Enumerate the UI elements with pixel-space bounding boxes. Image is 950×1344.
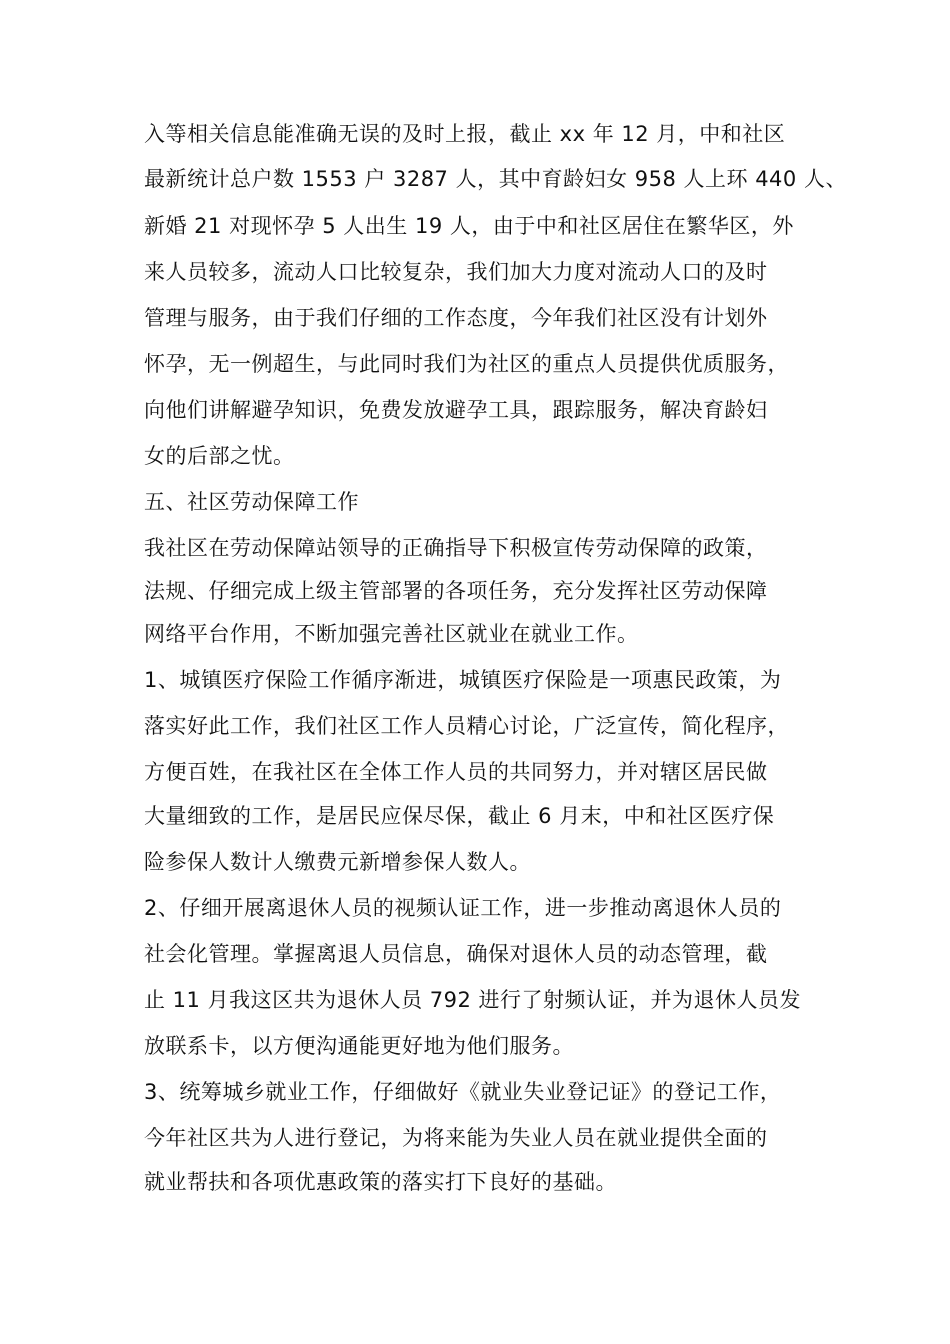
text-line: 怀孕，无一例超生，与此同时我们为社区的重点人员提供优质服务， — [144, 352, 789, 376]
text-line: 放联系卡，以方便沟通能更好地为他们服务。 — [144, 1034, 574, 1058]
text-line: 来人员较多，流动人口比较复杂，我们加大力度对流动人口的及时 — [144, 260, 768, 284]
text-line: 最新统计总户数 1553 户 3287 人，其中育龄妇女 958 人上环 440 人、 — [144, 167, 847, 191]
text-line: 法规、仔细完成上级主管部署的各项任务，充分发挥社区劳动保障 — [144, 579, 768, 603]
text-line: 我社区在劳动保障站领导的正确指导下积极宣传劳动保障的政策， — [144, 536, 768, 560]
text-line: 网络平台作用，不断加强完善社区就业在就业工作。 — [144, 622, 639, 646]
text-line: 今年社区共为人进行登记，为将来能为失业人员在就业提供全面的 — [144, 1126, 768, 1150]
text-line: 就业帮扶和各项优惠政策的落实打下良好的基础。 — [144, 1170, 617, 1194]
text-line: 2、仔细开展离退休人员的视频认证工作，进一步推动离退休人员的 — [144, 896, 782, 920]
text-line: 落实好此工作，我们社区工作人员精心讨论，广泛宣传，简化程序， — [144, 714, 789, 738]
text-line: 3、统筹城乡就业工作，仔细做好《就业失业登记证》的登记工作， — [144, 1080, 782, 1104]
text-line: 向他们讲解避孕知识，免费发放避孕工具，跟踪服务，解决育龄妇 — [144, 398, 768, 422]
text-line: 大量细致的工作，是居民应保尽保，截止 6 月末，中和社区医疗保 — [144, 804, 775, 828]
text-line: 社会化管理。掌握离退人员信息，确保对退休人员的动态管理，截 — [144, 942, 768, 966]
text-line: 方便百姓，在我社区在全体工作人员的共同努力，并对辖区居民做 — [144, 760, 768, 784]
text-line: 1、城镇医疗保险工作循序渐进，城镇医疗保险是一项惠民政策，为 — [144, 668, 782, 692]
text-line: 险参保人数计人缴费元新增参保人数人。 — [144, 850, 531, 874]
text-line: 入等相关信息能准确无误的及时上报，截止 xx 年 12 月，中和社区 — [144, 122, 786, 146]
text-line: 止 11 月我这区共为退休人员 792 进行了射频认证，并为退休人员发 — [144, 988, 802, 1012]
section-heading: 五、社区劳动保障工作 — [144, 490, 359, 514]
text-line: 管理与服务，由于我们仔细的工作态度，今年我们社区没有计划外 — [144, 306, 768, 330]
text-line: 新婚 21 对现怀孕 5 人出生 19 人，由于中和社区居住在繁华区，外 — [144, 214, 794, 238]
text-line: 女的后部之忧。 — [144, 444, 295, 468]
